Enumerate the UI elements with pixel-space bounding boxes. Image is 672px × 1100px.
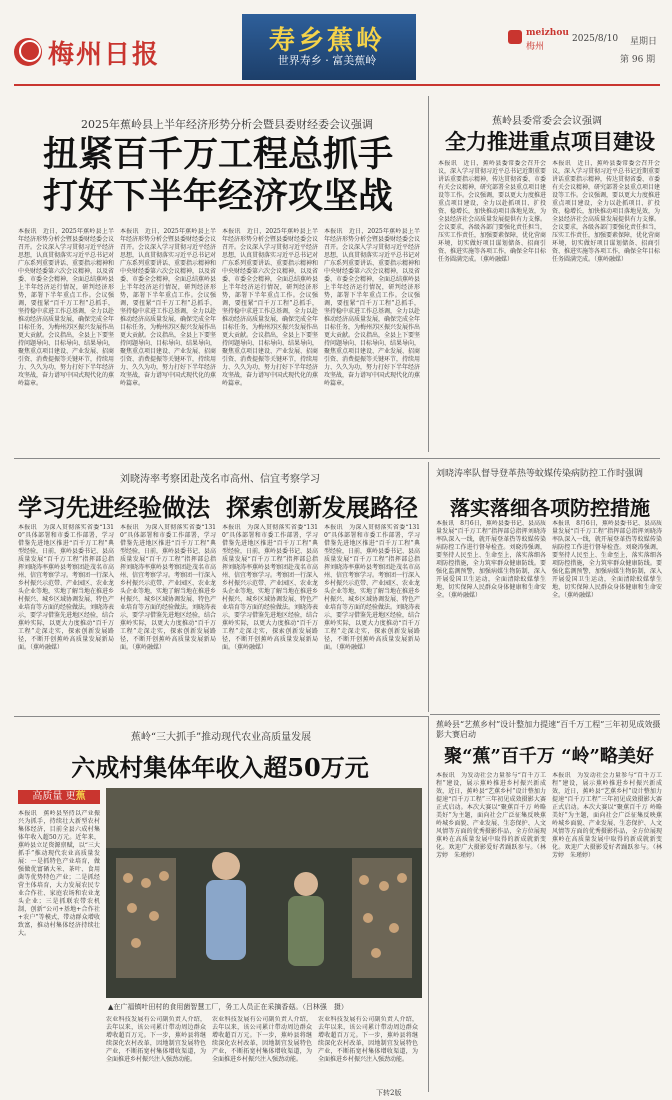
edition-number: 第 96 期 xyxy=(620,55,656,65)
issue-date: 2025/8/10 xyxy=(572,34,619,44)
lead-headline-2: 打好下半年经济攻坚战 xyxy=(42,176,393,217)
app-city: 梅州 xyxy=(526,42,545,52)
masthead-rule xyxy=(14,84,660,86)
section-badge xyxy=(18,790,100,804)
lead-body-col1: 本报讯 近日，2025年蕉岭县上半年经济形势分析会暨县委财经委会议召开。会议深入学习贯彻习近平经济思想，认真贯彻落实习近平总书记对广东系列重要讲话、重要指示精神和中央财经委第六次会议精神，以及省委、市委全会精神，全面总结蕉岭县上半年经济运行情况，研判经济形势，部署下半年重点工作。会议强调，要扭紧“百千万工程”总抓手，坚持稳中求进工作总基调，全力以赴推动经济高质量发展，确保完成全年目标任务，为梅州苏区振兴发展作出更大贡献。会议指出，全县上下要坚持问题导向、目标导向、结果导向，聚焦重点项目建设、产业发展、招商引资、消费提振等关键环节，持续用力、久久为功，努力打好下半年经济攻坚战，奋力谱写中国式现代化的蕉岭篇章。 xyxy=(18,228,114,387)
village-body-col1: 本报讯 蕉岭县坚持以产业振兴为抓手，持续壮大新型农村集体经济，目前全县六成村集体年收入超50万元。近年来，蕉岭县立足资源禀赋，以“三大抓手”推动现代农业高质量发展：一是抓特色产业培育，做强做优富硒大米、茶叶、食用菌等优势特色产业；二是抓经营主体培育，大力发展农民专业合作社、家庭农场和农业龙头企业；三是抓联农带农机制，创新“公司+基地+合作社+农户”等模式，带动群众增收致富，推动村集体经济持续壮大。 xyxy=(18,810,100,937)
photo-caption: ▲在广福镇叶田村的食用菌智慧工厂，务工人员正在采摘香菇。（吕林强 摄） xyxy=(108,1003,348,1011)
study-body-col1: 本报讯 为深入贯彻落实省委“1310”具体部署和市委工作部署，学习借鉴先进地区推进“百千万工程”典型经验，日前，蕉岭县委书记、县高质量发展“百千万工程”指挥部总指挥刘晓涛率蕉岭县考察团赴茂名市高州、信宜考察学习。考察团一行深入乡村振兴示范带、产业园区、农业龙头企业等地，实地了解当地在推进乡村振兴、城乡区域协调发展、特色产业培育等方面的经验做法。刘晓涛表示，要学习借鉴先进地区经验，结合蕉岭实际，以更大力度推动“百千万工程”走深走实，探索创新发展路径，不断开创蕉岭高质量发展新局面。（蕉岭融媒） xyxy=(18,524,114,651)
app-icon xyxy=(508,30,522,44)
study-headline-left: 学习先进经验做法 xyxy=(18,493,210,522)
brand-body-col2: 本报讯 为发动社会力量参与“百千万工程”建设，展示蕉岭推进乡村振兴新成效，近日，蕉岭县“艺蕉乡村”设计整加力提速“百千万工程”三年初见成效摄影大赛正式启动。本次大赛以“聚蕉百千万 岭略美好”为主题，面向社会广泛征集反映蕉岭城乡面貌、产业发展、生态保护、人文风情等方面的优秀摄影作品，全方位展现蕉岭在高质量发展中取得的新成就新变化。欢迎广大摄影爱好者踊跃参与。（林芳婷 朱瑾婷） xyxy=(552,772,662,859)
section-badge-highlight: 蕉 xyxy=(75,791,86,802)
section-badge-label: 高质量 更 xyxy=(32,791,76,802)
column-divider-2 xyxy=(428,462,429,712)
study-body-col2: 本报讯 为深入贯彻落实省委“1310”具体部署和市委工作部署，学习借鉴先进地区推进“百千万工程”典型经验，日前，蕉岭县委书记、县高质量发展“百千万工程”指挥部总指挥刘晓涛率蕉岭县考察团赴茂名市高州、信宜考察学习。考察团一行深入乡村振兴示范带、产业园区、农业龙头企业等地，实地了解当地在推进乡村振兴、城乡区域协调发展、特色产业培育等方面的经验做法。刘晓涛表示，要学习借鉴先进地区经验，结合蕉岭实际，以更大力度推动“百千万工程”走深走实，探索创新发展路径，不断开创蕉岭高质量发展新局面。（蕉岭融媒） xyxy=(120,524,216,651)
mushroom-farm-illustration xyxy=(106,788,422,998)
brand-body-col1: 本报讯 为发动社会力量参与“百千万工程”建设，展示蕉岭推进乡村振兴新成效，近日，蕉岭县“艺蕉乡村”设计整加力提速“百千万工程”三年初见成效摄影大赛正式启动。本次大赛以“聚蕉百千万 岭略美好”为主题，面向社会广泛征集反映蕉岭城乡面貌、产业发展、生态保护、人文风情等方面的优秀摄影作品，全方位展现蕉岭在高质量发展中取得的新成就新变化。欢迎广大摄影爱好者踊跃参与。（林芳婷 朱瑾婷） xyxy=(436,772,546,859)
column-divider xyxy=(428,96,429,452)
lead-kicker: 2025年蕉岭县上半年经济形势分析会暨县委财经委会议强调 xyxy=(81,118,373,131)
right-body-col1: 本报讯 近日，蕉岭县委常委会召开会议，深入学习贯彻习近平总书记近期重要讲话重要指示精神，传达贯彻省委、市委有关会议精神，研究部署全县重点项目建设等工作。会议强调，要以更大力度推进重点项目建设，全力以赴抓项目、扩投资、稳增长，加快推动项目落地见效，为全县经济社会高质量发展提供有力支撑。会议要求，各级各部门要强化责任担当，压实工作责任，加强要素保障，优化营商环境，切实做好项目谋划储备、招商引资、推进实施等各项工作，确保全年目标任务圆满完成。（蕉岭融媒） xyxy=(438,160,546,263)
section-divider-1 xyxy=(14,458,660,459)
prevention-body-col1: 本报讯 8月6日，蕉岭县委书记、县高质量发展“百千万工程”指挥部总指挥刘晓涛率队深入一线，就开展登革热等蚊媒传染病防控工作进行督导检查。刘晓涛强调，要坚持人民至上、生命至上，落实落细各项防控措施，全力筑牢群众健康防线。要强化监测预警，加强病媒生物防制，深入开展爱国卫生运动，全面清除蚊媒孳生地，切实保障人民群众身体健康和生命安全。（蕉岭融媒） xyxy=(436,520,546,599)
continued-note: 下转2版 xyxy=(376,1089,402,1097)
study-body-col3: 本报讯 为深入贯彻落实省委“1310”具体部署和市委工作部署，学习借鉴先进地区推进“百千万工程”典型经验，日前，蕉岭县委书记、县高质量发展“百千万工程”指挥部总指挥刘晓涛率蕉岭县考察团赴茂名市高州、信宜考察学习。考察团一行深入乡村振兴示范带、产业园区、农业龙头企业等地，实地了解当地在推进乡村振兴、城乡区域协调发展、特色产业培育等方面的经验做法。刘晓涛表示，要学习借鉴先进地区经验，结合蕉岭实际，以更大力度推动“百千万工程”走深走实，探索创新发展路径，不断开创蕉岭高质量发展新局面。（蕉岭融媒） xyxy=(222,524,318,651)
section-title: 寿乡蕉岭 xyxy=(268,26,385,56)
section-divider-3 xyxy=(14,716,428,717)
prevention-headline: 落实落细各项防控措施 xyxy=(450,496,650,520)
village-body-col2: 农业科技发展有公司副负责人介绍，去年以来，该公司累计带动周边群众增收超百万元。下一步，蕉岭县将继续深化农村改革，因地制宜发展特色产业，不断拓宽村集体增收渠道，为全面推进乡村振兴注入强劲动能。 xyxy=(106,1016,206,1063)
study-body-col4: 本报讯 为深入贯彻落实省委“1310”具体部署和市委工作部署，学习借鉴先进地区推进“百千万工程”典型经验，日前，蕉岭县委书记、县高质量发展“百千万工程”指挥部总指挥刘晓涛率蕉岭县考察团赴茂名市高州、信宜考察学习。考察团一行深入乡村振兴示范带、产业园区、农业龙头企业等地，实地了解当地在推进乡村振兴、城乡区域协调发展、特色产业培育等方面的经验做法。刘晓涛表示，要学习借鉴先进地区经验，结合蕉岭实际，以更大力度推动“百千万工程”走深走实，探索创新发展路径，不断开创蕉岭高质量发展新局面。（蕉岭融媒） xyxy=(324,524,420,651)
prevention-body-col2: 本报讯 8月6日，蕉岭县委书记、县高质量发展“百千万工程”指挥部总指挥刘晓涛率队深入一线，就开展登革热等蚊媒传染病防控工作进行督导检查。刘晓涛强调，要坚持人民至上、生命至上，落实落细各项防控措施，全力筑牢群众健康防线。要强化监测预警，加强病媒生物防制，深入开展爱国卫生运动，全面清除蚊媒孳生地，切实保障人民群众身体健康和生命安全。（蕉岭融媒） xyxy=(552,520,662,599)
prevention-kicker: 刘晓涛率队督导登革热等蚊媒传染病防控工作时强调 xyxy=(436,469,644,479)
village-headline: 六成村集体年收入超50万元 xyxy=(71,753,369,782)
logo-ring xyxy=(19,40,41,62)
column-divider-3 xyxy=(428,716,429,1092)
lead-body-col2: 本报讯 近日，2025年蕉岭县上半年经济形势分析会暨县委财经委会议召开。会议深入学习贯彻习近平经济思想，认真贯彻落实习近平总书记对广东系列重要讲话、重要指示精神和中央财经委第六次会议精神，以及省委、市委全会精神，全面总结蕉岭县上半年经济运行情况，研判经济形势，部署下半年重点工作。会议强调，要扭紧“百千万工程”总抓手，坚持稳中求进工作总基调，全力以赴推动经济高质量发展，确保完成全年目标任务，为梅州苏区振兴发展作出更大贡献。会议指出，全县上下要坚持问题导向、目标导向、结果导向，聚焦重点项目建设、产业发展、招商引资、消费提振等关键环节，持续用力、久久为功，努力打好下半年经济攻坚战，奋力谱写中国式现代化的蕉岭篇章。 xyxy=(120,228,216,387)
issue-weekday: 星期日 xyxy=(630,37,658,47)
app-name: meizhou xyxy=(526,28,569,38)
village-body-col4: 农业科技发展有公司副负责人介绍，去年以来，该公司累计带动周边群众增收超百万元。下一步，蕉岭县将继续深化农村改革，因地制宜发展特色产业，不断拓宽村集体增收渠道，为全面推进乡村振兴注入强劲动能。 xyxy=(318,1016,418,1063)
village-photo xyxy=(106,788,422,998)
photo-ceiling xyxy=(106,788,422,848)
lead-headline-1: 扭紧百千万工程总抓手 xyxy=(42,134,393,175)
village-body-col3: 农业科技发展有公司副负责人介绍，去年以来，该公司累计带动周边群众增收超百万元。下一步，蕉岭县将继续深化农村改革，因地制宜发展特色产业，不断拓宽村集体增收渠道，为全面推进乡村振兴注入强劲动能。 xyxy=(212,1016,312,1063)
right-body-col2: 本报讯 近日，蕉岭县委常委会召开会议，深入学习贯彻习近平总书记近期重要讲话重要指示精神，传达贯彻省委、市委有关会议精神，研究部署全县重点项目建设等工作。会议强调，要以更大力度推进重点项目建设，全力以赴抓项目、扩投资、稳增长，加快推动项目落地见效，为全县经济社会高质量发展提供有力支撑。会议要求，各级各部门要强化责任担当，压实工作责任，加强要素保障，优化营商环境，切实做好项目谋划储备、招商引资、推进实施等各项工作，确保全年目标任务圆满完成。（蕉岭融媒） xyxy=(552,160,660,263)
lead-body-col4: 本报讯 近日，2025年蕉岭县上半年经济形势分析会暨县委财经委会议召开。会议深入学习贯彻习近平经济思想，认真贯彻落实习近平总书记对广东系列重要讲话、重要指示精神和中央财经委第六次会议精神，以及省委、市委全会精神，全面总结蕉岭县上半年经济运行情况，研判经济形势，部署下半年重点工作。会议强调，要扭紧“百千万工程”总抓手，坚持稳中求进工作总基调，全力以赴推动经济高质量发展，确保完成全年目标任务，为梅州苏区振兴发展作出更大贡献。会议指出，全县上下要坚持问题导向、目标导向、结果导向，聚焦重点项目建设、产业发展、招商引资、消费提振等关键环节，持续用力、久久为功，努力打好下半年经济攻坚战，奋力谱写中国式现代化的蕉岭篇章。 xyxy=(324,228,420,387)
village-kicker: 蕉岭“三大抓手”推动现代农业高质量发展 xyxy=(130,732,312,743)
study-kicker: 刘晓涛率考察团赴茂名市高州、信宜考察学习 xyxy=(120,474,320,485)
section-subtitle: 世界寿乡 · 富美蕉岭 xyxy=(277,54,377,67)
study-headline-right: 探索创新发展路径 xyxy=(226,493,418,522)
brand-kicker: 蕉岭县“艺蕉乡村”设计整加力提速“百千万工程”三年初见成效摄影大赛启动 xyxy=(436,720,661,739)
right-kicker: 蕉岭县委常委会会议强调 xyxy=(492,116,602,127)
brand-headline: 聚“蕉”百千万 “岭”略美好 xyxy=(444,746,654,767)
paper-name: 梅州日报 xyxy=(48,40,161,70)
right-headline: 全力推进重点项目建设 xyxy=(445,129,655,154)
lead-body-col3: 本报讯 近日，2025年蕉岭县上半年经济形势分析会暨县委财经委会议召开。会议深入学习贯彻习近平经济思想，认真贯彻落实习近平总书记对广东系列重要讲话、重要指示精神和中央财经委第六次会议精神，以及省委、市委全会精神，全面总结蕉岭县上半年经济运行情况，研判经济形势，部署下半年重点工作。会议强调，要扭紧“百千万工程”总抓手，坚持稳中求进工作总基调，全力以赴推动经济高质量发展，确保完成全年目标任务，为梅州苏区振兴发展作出更大贡献。会议指出，全县上下要坚持问题导向、目标导向、结果导向，聚焦重点项目建设、产业发展、招商引资、消费提振等关键环节，持续用力、久久为功，努力打好下半年经济攻坚战，奋力谱写中国式现代化的蕉岭篇章。 xyxy=(222,228,318,387)
section-divider-2 xyxy=(430,714,660,715)
